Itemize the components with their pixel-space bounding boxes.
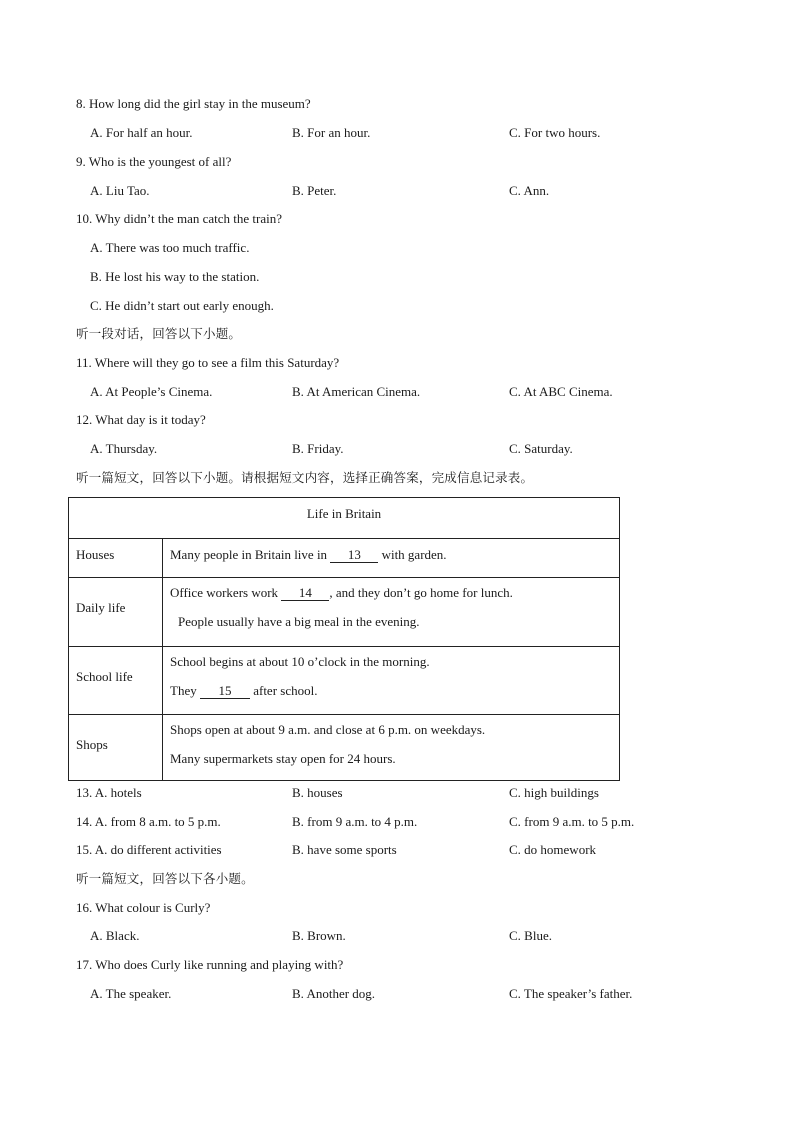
question-17-stem: 17. Who does Curly like running and playing with?	[76, 957, 344, 972]
school-pre: They	[170, 683, 200, 698]
houses-text	[170, 547, 447, 563]
houses-label: Houses	[76, 547, 115, 562]
table-row-daily-life	[69, 577, 619, 647]
houses-pre: Many people in Britain live in	[170, 547, 331, 562]
q17-option-b[interactable]: B. Another dog.	[292, 986, 376, 1001]
q11-option-a[interactable]: A. At People’s Cinema.	[90, 384, 213, 399]
q14-option-c[interactable]: C. from 9 a.m. to 5 p.m.	[509, 814, 635, 829]
q15-option-b[interactable]: B. have some sports	[292, 842, 397, 857]
question-16-stem: 16. What colour is Curly?	[76, 900, 211, 915]
question-12-stem: 12. What day is it today?	[76, 412, 206, 427]
school-life-line2	[170, 683, 317, 699]
question-8-stem: 8. How long did the girl stay in the museum?	[76, 96, 311, 111]
q16-option-a[interactable]: A. Black.	[90, 928, 140, 943]
q14-option-a[interactable]: 14. A. from 8 a.m. to 5 p.m.	[76, 814, 221, 829]
instruction-dialogue: 听一段对话，回答以下小题。	[76, 326, 242, 341]
school-life-label: School life	[76, 669, 133, 684]
instruction-passage: 听一篇短文，回答以下各小题。	[76, 871, 254, 886]
shops-line2: Many supermarkets stay open for 24 hours.	[170, 751, 396, 766]
q8-option-b[interactable]: B. For an hour.	[292, 125, 371, 140]
q9-option-b[interactable]: B. Peter.	[292, 183, 337, 198]
daily-life-line1	[170, 585, 513, 601]
instruction-passage-table: 听一篇短文，回答以下小题。请根据短文内容，选择正确答案，完成信息记录表。	[76, 470, 534, 485]
q8-option-c[interactable]: C. For two hours.	[509, 125, 601, 140]
q10-option-a[interactable]: A. There was too much traffic.	[90, 240, 250, 255]
q9-option-a[interactable]: A. Liu Tao.	[90, 183, 150, 198]
shops-label: Shops	[76, 737, 108, 752]
blank-15[interactable]: 15	[200, 684, 250, 699]
q13-option-b[interactable]: B. houses	[292, 785, 343, 800]
q11-option-b[interactable]: B. At American Cinema.	[292, 384, 421, 399]
school-post: after school.	[249, 683, 318, 698]
q10-option-c[interactable]: C. He didn’t start out early enough.	[90, 298, 274, 313]
question-11-stem: 11. Where will they go to see a film this Saturday?	[76, 355, 340, 370]
table-row-school-life	[69, 646, 619, 715]
daily-post: , and they don’t go home for lunch.	[329, 585, 513, 600]
blank-14[interactable]: 14	[281, 586, 329, 601]
daily-pre: Office workers work	[170, 585, 282, 600]
q16-option-b[interactable]: B. Brown.	[292, 928, 346, 943]
table-title: Life in Britain	[306, 506, 382, 521]
info-table	[68, 497, 620, 781]
q12-option-b[interactable]: B. Friday.	[292, 441, 344, 456]
q13-option-c[interactable]: C. high buildings	[509, 785, 599, 800]
question-10-stem: 10. Why didn’t the man catch the train?	[76, 211, 283, 226]
q17-option-a[interactable]: A. The speaker.	[90, 986, 172, 1001]
blank-13[interactable]: 13	[330, 548, 378, 563]
houses-post: with garden.	[378, 547, 447, 562]
table-row-houses	[69, 538, 619, 578]
q16-option-c[interactable]: C. Blue.	[509, 928, 552, 943]
q9-option-c[interactable]: C. Ann.	[509, 183, 550, 198]
question-9-stem: 9. Who is the youngest of all?	[76, 154, 232, 169]
q13-option-a[interactable]: 13. A. hotels	[76, 785, 142, 800]
q15-option-a[interactable]: 15. A. do different activities	[76, 842, 222, 857]
q10-option-b[interactable]: B. He lost his way to the station.	[90, 269, 260, 284]
school-life-line1: School begins at about 10 o’clock in the morning.	[170, 654, 430, 669]
daily-life-label: Daily life	[76, 600, 126, 615]
daily-life-line2: People usually have a big meal in the evening.	[178, 614, 420, 629]
q14-option-b[interactable]: B. from 9 a.m. to 4 p.m.	[292, 814, 418, 829]
table-row-shops	[69, 714, 619, 780]
q8-option-a[interactable]: A. For half an hour.	[90, 125, 193, 140]
q15-option-c[interactable]: C. do homework	[509, 842, 597, 857]
q12-option-a[interactable]: A. Thursday.	[90, 441, 158, 456]
q11-option-c[interactable]: C. At ABC Cinema.	[509, 384, 613, 399]
q12-option-c[interactable]: C. Saturday.	[509, 441, 573, 456]
q17-option-c[interactable]: C. The speaker’s father.	[509, 986, 633, 1001]
shops-line1: Shops open at about 9 a.m. and close at 6 p.m. on weekdays.	[170, 722, 486, 737]
